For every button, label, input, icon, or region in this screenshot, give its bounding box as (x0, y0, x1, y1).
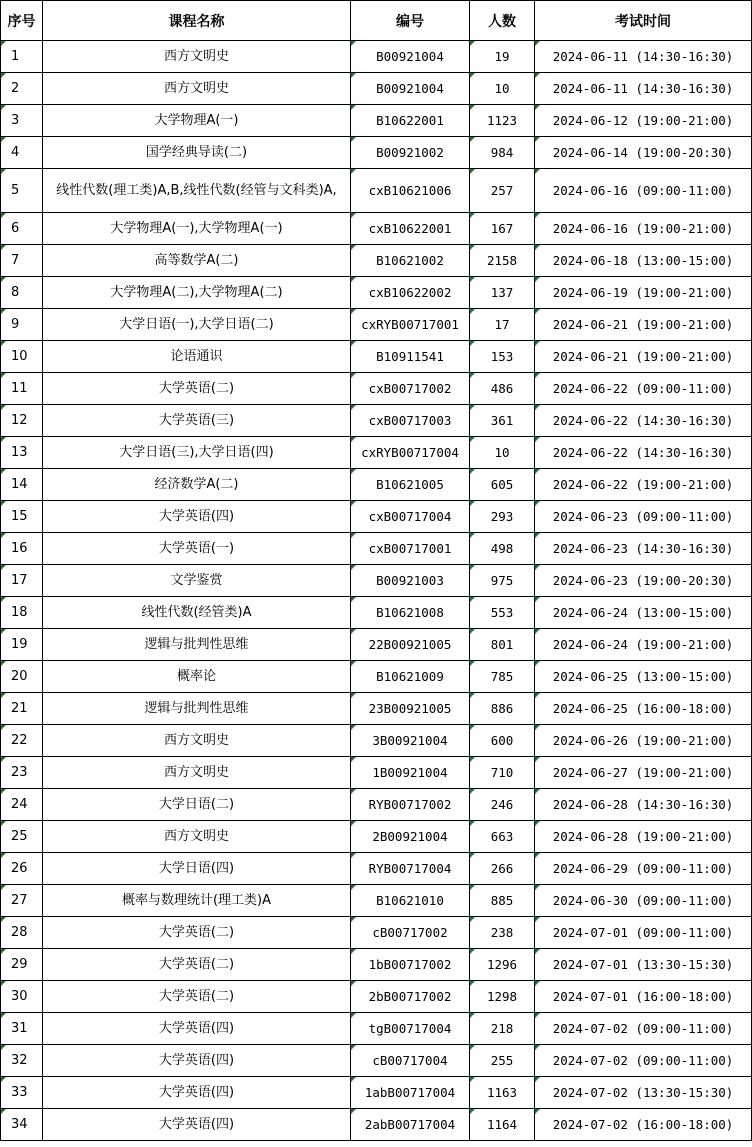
course-name: 西方文明史 (43, 821, 351, 853)
table-row (1, 1077, 752, 1109)
table-row (1, 757, 752, 789)
row-index: 7 (1, 245, 43, 277)
exam-time: 2024-06-12 (19:00-21:00) (535, 105, 752, 137)
course-code: 23B00921005 (351, 693, 470, 725)
course-name: 逻辑与批判性思维 (43, 629, 351, 661)
table-row (1, 469, 752, 501)
student-count: 19 (470, 41, 535, 73)
exam-time: 2024-06-25 (13:00-15:00) (535, 661, 752, 693)
course-code: 2abB00717004 (351, 1109, 470, 1141)
student-count: 663 (470, 821, 535, 853)
exam-time: 2024-06-23 (09:00-11:00) (535, 501, 752, 533)
exam-time: 2024-06-19 (19:00-21:00) (535, 277, 752, 309)
course-code: cB00717002 (351, 917, 470, 949)
course-name: 大学英语(二) (43, 917, 351, 949)
table-header (1, 1, 752, 41)
student-count: 1298 (470, 981, 535, 1013)
course-name: 大学英语(四) (43, 1077, 351, 1109)
table-row (1, 629, 752, 661)
course-code: B10621009 (351, 661, 470, 693)
header-course-code: 编号 (351, 1, 470, 41)
course-name: 线性代数(经管类)A (43, 597, 351, 629)
course-name: 经济数学A(二) (43, 469, 351, 501)
table-row (1, 789, 752, 821)
course-name: 大学英语(四) (43, 1109, 351, 1141)
course-name: 国学经典导读(二) (43, 137, 351, 169)
course-name: 线性代数(理工类)A,B,线性代数(经管与文科类)A, (43, 169, 351, 213)
course-name: 概率论 (43, 661, 351, 693)
exam-time: 2024-06-23 (14:30-16:30) (535, 533, 752, 565)
course-code: B10622001 (351, 105, 470, 137)
table-row (1, 821, 752, 853)
table-row (1, 1109, 752, 1141)
table-row (1, 309, 752, 341)
course-code: B10621002 (351, 245, 470, 277)
table-row (1, 1045, 752, 1077)
course-code: cxB00717003 (351, 405, 470, 437)
row-index: 9 (1, 309, 43, 341)
row-index: 8 (1, 277, 43, 309)
row-index: 19 (1, 629, 43, 661)
student-count: 1164 (470, 1109, 535, 1141)
row-index: 11 (1, 373, 43, 405)
exam-time: 2024-06-18 (13:00-15:00) (535, 245, 752, 277)
student-count: 167 (470, 213, 535, 245)
row-index: 28 (1, 917, 43, 949)
table-row (1, 885, 752, 917)
course-name: 大学英语(四) (43, 501, 351, 533)
student-count: 486 (470, 373, 535, 405)
row-index: 13 (1, 437, 43, 469)
course-code: cxB10621006 (351, 169, 470, 213)
student-count: 255 (470, 1045, 535, 1077)
course-name: 西方文明史 (43, 725, 351, 757)
row-index: 30 (1, 981, 43, 1013)
table-row (1, 949, 752, 981)
table-row (1, 73, 752, 105)
course-code: B10621008 (351, 597, 470, 629)
course-name: 西方文明史 (43, 757, 351, 789)
course-code: B10911541 (351, 341, 470, 373)
row-index: 34 (1, 1109, 43, 1141)
table-body (1, 41, 752, 1141)
course-name: 大学日语(四) (43, 853, 351, 885)
row-index: 18 (1, 597, 43, 629)
row-index: 27 (1, 885, 43, 917)
exam-time: 2024-06-22 (19:00-21:00) (535, 469, 752, 501)
table-row (1, 277, 752, 309)
course-code: cxRYB00717001 (351, 309, 470, 341)
exam-time: 2024-07-02 (09:00-11:00) (535, 1013, 752, 1045)
table-row (1, 853, 752, 885)
row-index: 20 (1, 661, 43, 693)
student-count: 10 (470, 437, 535, 469)
exam-time: 2024-06-22 (14:30-16:30) (535, 405, 752, 437)
course-code: 2B00921004 (351, 821, 470, 853)
table-row (1, 693, 752, 725)
course-code: 1abB00717004 (351, 1077, 470, 1109)
table-row (1, 437, 752, 469)
header-course-name: 课程名称 (43, 1, 351, 41)
exam-time: 2024-06-28 (14:30-16:30) (535, 789, 752, 821)
exam-time: 2024-06-23 (19:00-20:30) (535, 565, 752, 597)
exam-time: 2024-06-11 (14:30-16:30) (535, 73, 752, 105)
student-count: 785 (470, 661, 535, 693)
student-count: 1123 (470, 105, 535, 137)
student-count: 1163 (470, 1077, 535, 1109)
table-row (1, 1013, 752, 1045)
student-count: 137 (470, 277, 535, 309)
course-name: 大学英语(二) (43, 373, 351, 405)
exam-time: 2024-07-02 (09:00-11:00) (535, 1045, 752, 1077)
exam-time: 2024-06-22 (14:30-16:30) (535, 437, 752, 469)
exam-time: 2024-07-01 (09:00-11:00) (535, 917, 752, 949)
table-row (1, 597, 752, 629)
row-index: 10 (1, 341, 43, 373)
student-count: 266 (470, 853, 535, 885)
student-count: 238 (470, 917, 535, 949)
exam-time: 2024-06-16 (09:00-11:00) (535, 169, 752, 213)
exam-time: 2024-06-28 (19:00-21:00) (535, 821, 752, 853)
student-count: 257 (470, 169, 535, 213)
exam-time: 2024-07-02 (16:00-18:00) (535, 1109, 752, 1141)
table-row (1, 341, 752, 373)
table-row (1, 533, 752, 565)
exam-time: 2024-06-26 (19:00-21:00) (535, 725, 752, 757)
exam-time: 2024-06-21 (19:00-21:00) (535, 309, 752, 341)
course-name: 大学英语(三) (43, 405, 351, 437)
course-name: 论语通识 (43, 341, 351, 373)
row-index: 24 (1, 789, 43, 821)
course-name: 西方文明史 (43, 73, 351, 105)
student-count: 801 (470, 629, 535, 661)
student-count: 600 (470, 725, 535, 757)
course-code: tgB00717004 (351, 1013, 470, 1045)
student-count: 1296 (470, 949, 535, 981)
exam-time: 2024-06-21 (19:00-21:00) (535, 341, 752, 373)
student-count: 605 (470, 469, 535, 501)
row-index: 1 (1, 41, 43, 73)
course-name: 大学日语(一),大学日语(二) (43, 309, 351, 341)
course-code: cB00717004 (351, 1045, 470, 1077)
row-index: 12 (1, 405, 43, 437)
course-name: 大学日语(二) (43, 789, 351, 821)
course-code: 2bB00717002 (351, 981, 470, 1013)
row-index: 14 (1, 469, 43, 501)
row-index: 16 (1, 533, 43, 565)
student-count: 710 (470, 757, 535, 789)
student-count: 886 (470, 693, 535, 725)
course-code: cxB00717004 (351, 501, 470, 533)
exam-time: 2024-06-29 (09:00-11:00) (535, 853, 752, 885)
course-code: B00921004 (351, 73, 470, 105)
table-row (1, 565, 752, 597)
row-index: 31 (1, 1013, 43, 1045)
exam-time: 2024-06-16 (19:00-21:00) (535, 213, 752, 245)
row-index: 3 (1, 105, 43, 137)
table-row (1, 725, 752, 757)
course-code: B10621010 (351, 885, 470, 917)
course-name: 大学英语(二) (43, 981, 351, 1013)
course-code: RYB00717004 (351, 853, 470, 885)
course-code: B00921003 (351, 565, 470, 597)
row-index: 26 (1, 853, 43, 885)
course-code: B10621005 (351, 469, 470, 501)
course-code: cxB00717001 (351, 533, 470, 565)
course-code: cxB10622001 (351, 213, 470, 245)
table-row (1, 981, 752, 1013)
course-code: 1bB00717002 (351, 949, 470, 981)
row-index: 6 (1, 213, 43, 245)
course-code: B00921002 (351, 137, 470, 169)
student-count: 17 (470, 309, 535, 341)
course-name: 大学物理A(二),大学物理A(二) (43, 277, 351, 309)
table-row (1, 137, 752, 169)
course-name: 逻辑与批判性思维 (43, 693, 351, 725)
student-count: 10 (470, 73, 535, 105)
course-code: RYB00717002 (351, 789, 470, 821)
table-row (1, 213, 752, 245)
row-index: 4 (1, 137, 43, 169)
table-row (1, 169, 752, 213)
course-name: 概率与数理统计(理工类)A (43, 885, 351, 917)
exam-time: 2024-07-01 (16:00-18:00) (535, 981, 752, 1013)
exam-time: 2024-06-30 (09:00-11:00) (535, 885, 752, 917)
course-name: 大学物理A(一) (43, 105, 351, 137)
student-count: 885 (470, 885, 535, 917)
course-name: 文学鉴赏 (43, 565, 351, 597)
student-count: 218 (470, 1013, 535, 1045)
row-index: 33 (1, 1077, 43, 1109)
row-index: 2 (1, 73, 43, 105)
exam-time: 2024-06-24 (19:00-21:00) (535, 629, 752, 661)
row-index: 25 (1, 821, 43, 853)
course-name: 大学英语(四) (43, 1045, 351, 1077)
header-exam-time: 考试时间 (535, 1, 752, 41)
table-row (1, 405, 752, 437)
exam-time: 2024-06-11 (14:30-16:30) (535, 41, 752, 73)
row-index: 17 (1, 565, 43, 597)
table-row (1, 661, 752, 693)
row-index: 15 (1, 501, 43, 533)
header-row (1, 1, 752, 41)
course-code: cxB00717002 (351, 373, 470, 405)
row-index: 21 (1, 693, 43, 725)
course-name: 大学英语(二) (43, 949, 351, 981)
header-student-count: 人数 (470, 1, 535, 41)
course-name: 西方文明史 (43, 41, 351, 73)
exam-time: 2024-07-02 (13:30-15:30) (535, 1077, 752, 1109)
student-count: 361 (470, 405, 535, 437)
student-count: 984 (470, 137, 535, 169)
exam-time: 2024-06-25 (16:00-18:00) (535, 693, 752, 725)
student-count: 293 (470, 501, 535, 533)
course-code: 1B00921004 (351, 757, 470, 789)
course-name: 高等数学A(二) (43, 245, 351, 277)
exam-time: 2024-06-22 (09:00-11:00) (535, 373, 752, 405)
course-code: B00921004 (351, 41, 470, 73)
course-code: 3B00921004 (351, 725, 470, 757)
table-row (1, 105, 752, 137)
header-index: 序号 (1, 1, 43, 41)
row-index: 32 (1, 1045, 43, 1077)
student-count: 153 (470, 341, 535, 373)
row-index: 5 (1, 169, 43, 213)
student-count: 498 (470, 533, 535, 565)
course-code: cxRYB00717004 (351, 437, 470, 469)
course-name: 大学英语(四) (43, 1013, 351, 1045)
student-count: 246 (470, 789, 535, 821)
exam-time: 2024-06-24 (13:00-15:00) (535, 597, 752, 629)
student-count: 553 (470, 597, 535, 629)
course-name: 大学英语(一) (43, 533, 351, 565)
table-row (1, 41, 752, 73)
table-row (1, 917, 752, 949)
row-index: 22 (1, 725, 43, 757)
table-row (1, 373, 752, 405)
course-name: 大学日语(三),大学日语(四) (43, 437, 351, 469)
student-count: 2158 (470, 245, 535, 277)
table-row (1, 245, 752, 277)
course-name: 大学物理A(一),大学物理A(一) (43, 213, 351, 245)
course-code: 22B00921005 (351, 629, 470, 661)
exam-time: 2024-06-27 (19:00-21:00) (535, 757, 752, 789)
row-index: 23 (1, 757, 43, 789)
course-code: cxB10622002 (351, 277, 470, 309)
student-count: 975 (470, 565, 535, 597)
table-row (1, 501, 752, 533)
exam-time: 2024-07-01 (13:30-15:30) (535, 949, 752, 981)
row-index: 29 (1, 949, 43, 981)
exam-time: 2024-06-14 (19:00-20:30) (535, 137, 752, 169)
